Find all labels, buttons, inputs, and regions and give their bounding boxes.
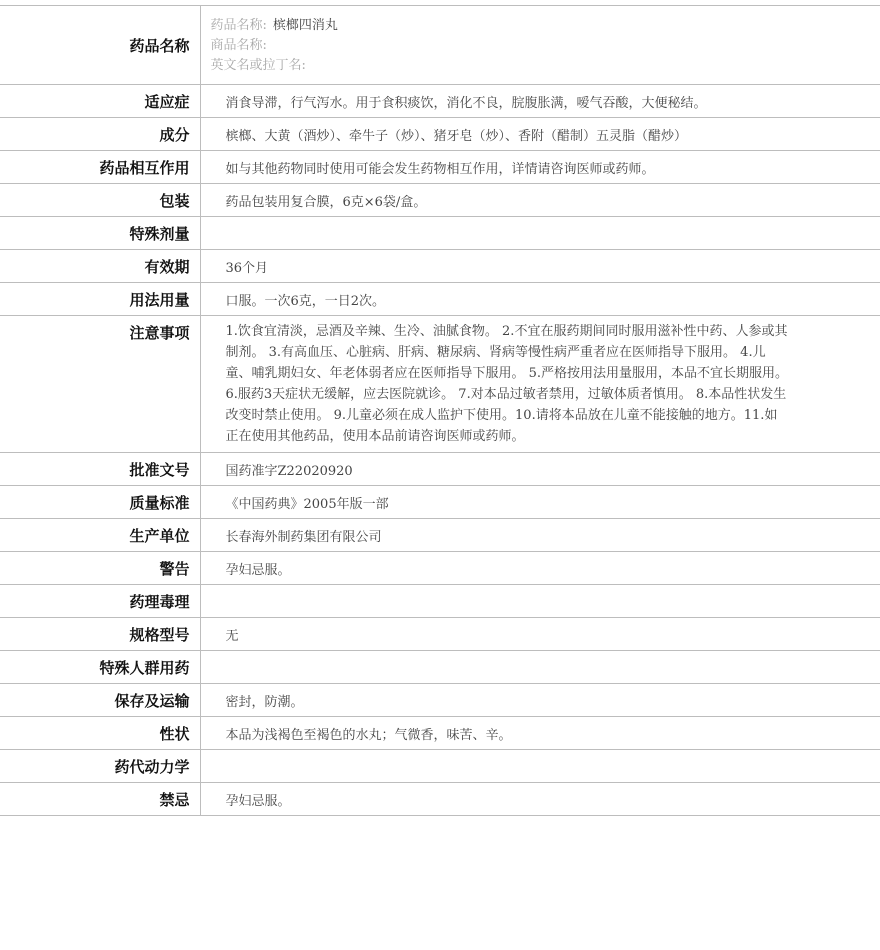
row-label-special-dosage: 特殊剂量 bbox=[0, 217, 200, 250]
row-value-approval: 国药准字Z22020920 bbox=[200, 453, 880, 486]
row-warning bbox=[0, 552, 880, 585]
row-ingredients bbox=[0, 118, 880, 151]
row-interactions bbox=[0, 151, 880, 184]
row-label-usage: 用法用量 bbox=[0, 283, 200, 316]
row-value-pharmacokinetics bbox=[200, 750, 880, 783]
row-label-pharmacokinetics: 药代动力学 bbox=[0, 750, 200, 783]
row-label-contraindications: 禁忌 bbox=[0, 783, 200, 816]
row-storage bbox=[0, 684, 880, 717]
row-value-manufacturer: 长春海外制药集团有限公司 bbox=[200, 519, 880, 552]
row-value-properties: 本品为浅褐色至褐色的水丸；气微香，味苦、辛。 bbox=[200, 717, 880, 750]
row-packaging bbox=[0, 184, 880, 217]
row-label-expiry: 有效期 bbox=[0, 250, 200, 283]
english-name-sublabel: 英文名或拉丁名: bbox=[210, 58, 306, 73]
row-label-manufacturer: 生产单位 bbox=[0, 519, 200, 552]
row-value-ingredients: 槟榔、大黄（酒炒）、牵牛子（炒）、猪牙皂（炒）、香附（醋制）五灵脂（醋炒） bbox=[200, 118, 880, 151]
row-special-population bbox=[0, 651, 880, 684]
row-label-specification: 规格型号 bbox=[0, 618, 200, 651]
row-properties bbox=[0, 717, 880, 750]
row-value-standard: 《中国药典》2005年版一部 bbox=[200, 486, 880, 519]
drug-name-cell bbox=[200, 6, 880, 85]
row-value-warning: 孕妇忌服。 bbox=[200, 552, 880, 585]
row-usage bbox=[0, 283, 880, 316]
row-label-packaging: 包装 bbox=[0, 184, 200, 217]
row-contraindications bbox=[0, 783, 880, 816]
row-label-special-population: 特殊人群用药 bbox=[0, 651, 200, 684]
row-value-storage: 密封，防潮。 bbox=[200, 684, 880, 717]
row-value-usage: 口服。一次6克，一日2次。 bbox=[200, 283, 880, 316]
row-value-precautions: 1.饮食宜清淡，忌酒及辛辣、生冷、油腻食物。 2.不宜在服药期间同时服用滋补性中药、人参或其制剂。 3.有高血压、心脏病、肝病、糖尿病、肾病等慢性病严重者应在医师指导下服用。 4.儿童、哺乳期妇女、年老体弱者应在医师指导下服用。 5.严格按用法用量服用，本品不宜长期服用。 6.服药3天症状无缓解，应去医院就诊。 7.对本品过敏者禁用，过敏体质者慎用。 8.本品性状发生改变时禁止使用。 9.儿童必须在成人监护下使用。10.请将本品放在儿童不能接触的地方。11.如正在使用其他药品，使用本品前请咨询医师或药师。 bbox=[200, 316, 880, 453]
row-precautions bbox=[0, 316, 880, 453]
row-expiry bbox=[0, 250, 880, 283]
row-label-approval: 批准文号 bbox=[0, 453, 200, 486]
row-label-standard: 质量标准 bbox=[0, 486, 200, 519]
row-value-packaging: 药品包装用复合膜，6克×6袋/盒。 bbox=[200, 184, 880, 217]
row-drug-name bbox=[0, 6, 880, 85]
row-indication bbox=[0, 85, 880, 118]
row-manufacturer bbox=[0, 519, 880, 552]
row-value-special-population bbox=[200, 651, 880, 684]
row-value-interactions: 如与其他药物同时使用可能会发生药物相互作用，详情请咨询医师或药师。 bbox=[200, 151, 880, 184]
english-name-line bbox=[211, 56, 791, 76]
drug-info-table bbox=[0, 5, 880, 816]
row-approval bbox=[0, 453, 880, 486]
row-value-expiry: 36个月 bbox=[200, 250, 880, 283]
row-toxicology bbox=[0, 585, 880, 618]
trade-name-sublabel: 商品名称: bbox=[210, 38, 267, 53]
row-special-dosage bbox=[0, 217, 880, 250]
row-label-warning: 警告 bbox=[0, 552, 200, 585]
row-label-drug-name: 药品名称 bbox=[0, 6, 200, 85]
drug-name-sublabel: 药品名称: bbox=[210, 18, 267, 33]
trade-name-line bbox=[211, 36, 791, 56]
row-label-toxicology: 药理毒理 bbox=[0, 585, 200, 618]
drug-name-value: 槟榔四消丸 bbox=[272, 18, 338, 33]
row-label-ingredients: 成分 bbox=[0, 118, 200, 151]
row-pharmacokinetics bbox=[0, 750, 880, 783]
row-value-contraindications: 孕妇忌服。 bbox=[200, 783, 880, 816]
drug-name-line bbox=[211, 16, 791, 36]
row-label-properties: 性状 bbox=[0, 717, 200, 750]
drug-info-sheet bbox=[0, 5, 880, 816]
row-value-indication: 消食导滞，行气泻水。用于食积痰饮，消化不良，脘腹胀满，嗳气吞酸，大便秘结。 bbox=[200, 85, 880, 118]
row-specification bbox=[0, 618, 880, 651]
row-label-interactions: 药品相互作用 bbox=[0, 151, 200, 184]
row-standard bbox=[0, 486, 880, 519]
row-label-storage: 保存及运输 bbox=[0, 684, 200, 717]
row-value-specification: 无 bbox=[200, 618, 880, 651]
row-label-indication: 适应症 bbox=[0, 85, 200, 118]
row-label-precautions: 注意事项 bbox=[0, 316, 200, 453]
row-value-toxicology bbox=[200, 585, 880, 618]
row-value-special-dosage bbox=[200, 217, 880, 250]
